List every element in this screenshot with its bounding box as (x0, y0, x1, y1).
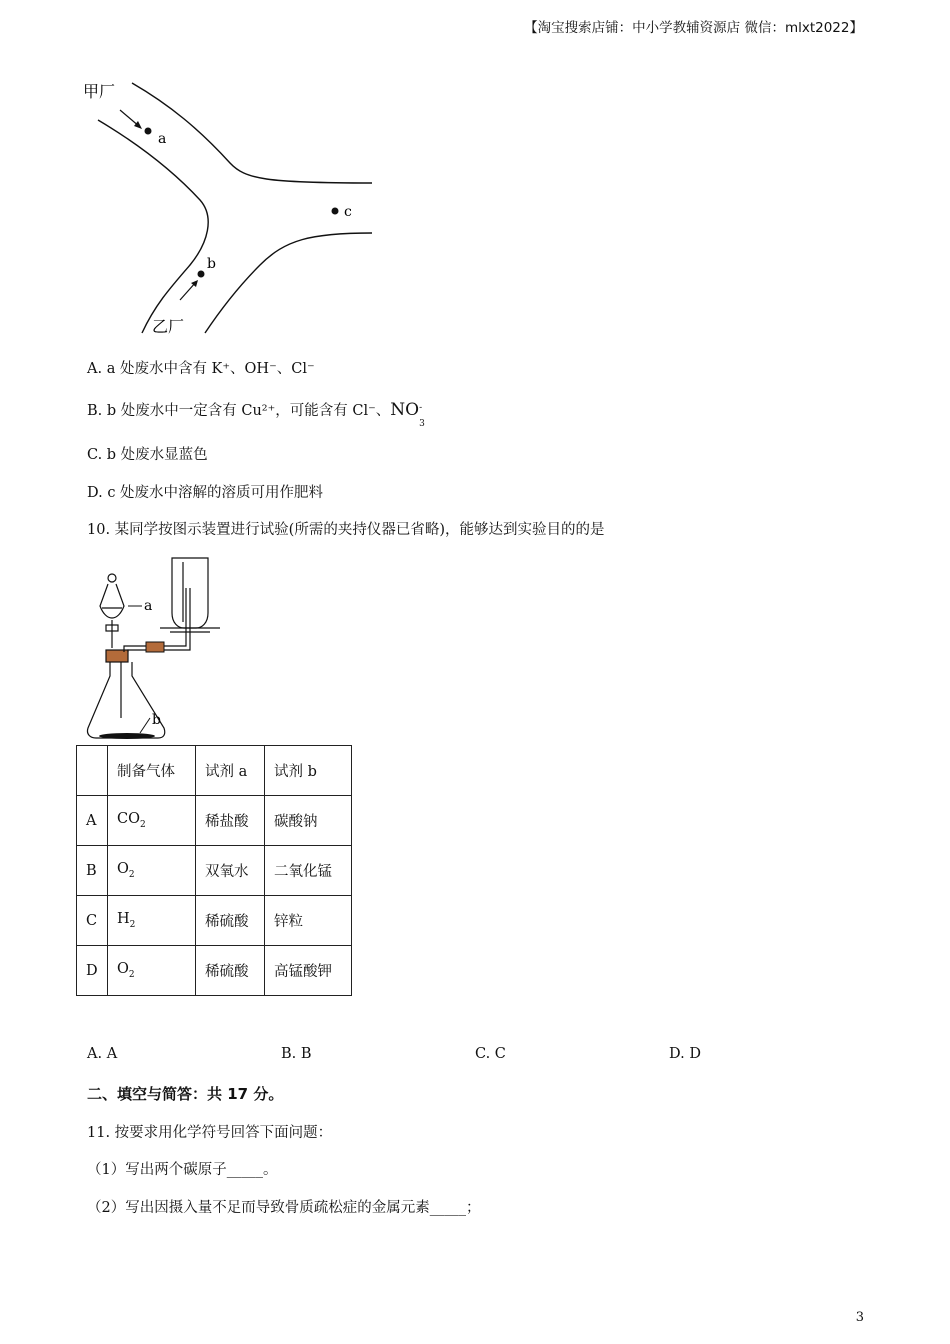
table-row: C $H_2$ 稀硫酸 锌粒 (77, 896, 352, 946)
q9-option-a: A. a 处废水中含有 K⁺、OH⁻、Cl⁻ (87, 361, 315, 377)
q10-choice-d: D. D (669, 1046, 701, 1062)
page-header: 【淘宝搜索店铺：中小学教辅资源店 微信：mlxt2022】 (524, 20, 863, 36)
table-row: D $O_2$ 稀硫酸 高锰酸钾 (77, 946, 352, 996)
q11-part2: （2）写出因摄入量不足而导致骨质疏松症的金属元素_____； (87, 1200, 481, 1216)
table-row: A $CO_2$ 稀盐酸 碳酸钠 (77, 796, 352, 846)
q10-choice-c: C. C (475, 1046, 506, 1062)
point-a-marker (145, 128, 152, 135)
point-c-label: c (344, 204, 352, 220)
q9-option-b: B. b 处废水中一定含有 Cu²⁺，可能含有 Cl⁻、NO - 3 (87, 400, 425, 429)
table-header-cell: 试剂 a (196, 746, 265, 796)
point-c-marker (332, 208, 339, 215)
table-header-cell: 试剂 b (265, 746, 352, 796)
q10-choice-a: A. A (87, 1046, 118, 1062)
page-number: 3 (855, 1310, 864, 1325)
label-b: b (152, 712, 161, 728)
table-header-cell (77, 746, 108, 796)
point-b-label: b (207, 256, 216, 272)
reagent-table (76, 745, 352, 996)
point-a-label: a (158, 131, 167, 147)
q9-option-d: D. c 处废水中溶解的溶质可用作肥料 (87, 485, 324, 501)
table-row: B $O_2$ 双氧水 二氧化锰 (77, 846, 352, 896)
q9-option-c: C. b 处废水显蓝色 (87, 447, 208, 463)
label-a: a (144, 598, 153, 614)
factory-a-label: 甲厂 (83, 82, 116, 101)
q11-stem: 11. 按要求用化学符号回答下面问题： (87, 1125, 333, 1141)
q10-stem: 10. 某同学按图示装置进行试验(所需的夹持仪器已省略)，能够达到实验目的的是 (87, 522, 605, 538)
table-header-row (77, 746, 352, 796)
q10-choice-b: B. B (281, 1046, 312, 1062)
point-b-marker (198, 271, 205, 278)
gas-generation-apparatus (80, 548, 230, 743)
q11-part1: （1）写出两个碳原子_____。 (87, 1162, 278, 1178)
table-header-cell: 制备气体 (108, 746, 196, 796)
section-heading: 二、填空与简答：共 17 分。 (87, 1085, 284, 1103)
factory-b-label: 乙厂 (152, 317, 185, 336)
factory-river-diagram (80, 75, 380, 340)
